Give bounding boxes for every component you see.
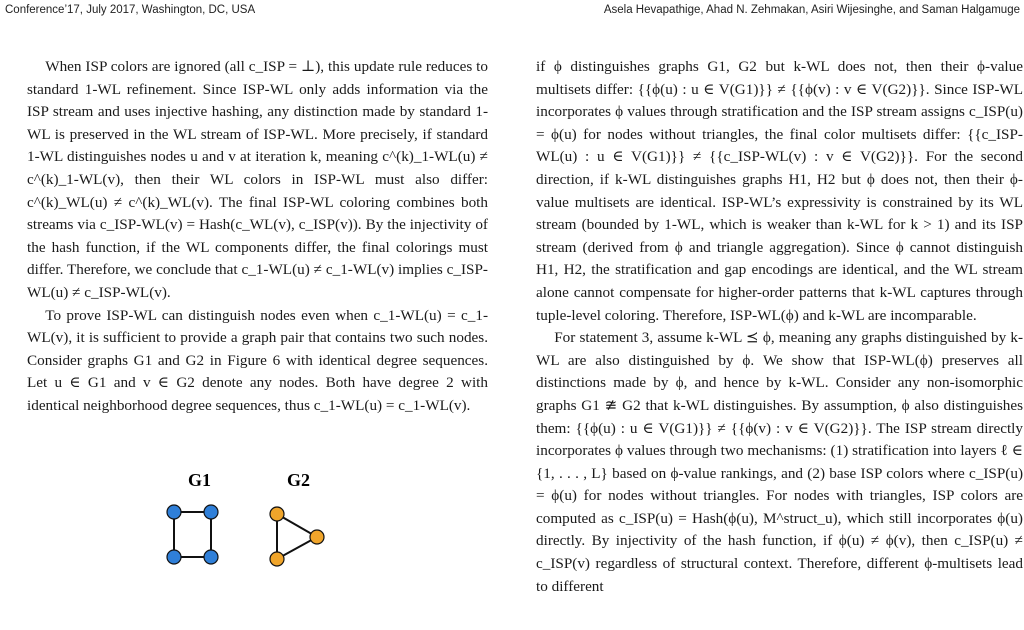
- g1-node: [204, 550, 218, 564]
- g2-node: [270, 507, 284, 521]
- g2-node: [310, 530, 324, 544]
- g2-label: G2: [287, 470, 311, 490]
- paragraph-4: For statement 3, assume k-WL ⪯ ϕ, meaning any graphs distinguished by k-WL are also distinguished by ϕ. We show that ISP-WL(ϕ) preserves all distinctions made by ϕ, and hence by k-WL. Consider any non-isomorphic graphs G1 ≇ G2 that k-WL distinguishes. By assumption, ϕ also distinguishes them: {{ϕ(u) : u ∈ V(G1)}} ≠ {{ϕ(v) : v ∈ V(G2)}}. The ISP stream directly incorporates ϕ values through two mechanisms: (1) stratification into layers ℓ ∈ {1, . . . , L} based on ϕ-value rankings, and (2) base ISP colors where c_ISP(u) = ϕ(u) for nodes without triangles. For nodes with triangles, ISP colors are computed as c_ISP(u) = Hash(ϕ(u), M^struct_u), which still incorporates ϕ(u) directly. By injectivity of the hash function, if ϕ(u) ≠ ϕ(v), then c_ISP(u) ≠ c_ISP(v) regardless of structural context. Therefore, different ϕ-multisets lead to different: [536, 329, 1023, 595]
- g1-node: [167, 505, 181, 519]
- g1-node: [167, 550, 181, 564]
- paragraph-3: if ϕ distinguishes graphs G1, G2 but k-WL does not, then their ϕ-value multisets differ: {{ϕ(u) : u ∈ V(G1)}} ≠ {{ϕ(v) : v ∈ V(G2)}}. Since ISP-WL incorporates ϕ values through stratification and the ISP stream assigns c_ISP(u) = ϕ(u) for nodes without triangles, the final color multisets differ: {{c_ISP-WL(u) : u ∈ V(G1)}} ≠ {{c_ISP-WL(v) : v ∈ V(G2)}}. For the second direction, if k-WL distinguishes graphs H1, H2 but ϕ does not, then their ϕ-value multisets are identical. ISP-WL’s expressivity is constrained by its WL stream (bounded by 1-WL, which is weaker than k-WL for k > 1) and its ISP stream (derived from ϕ and triangle aggregation). Since ϕ cannot distinguish H1, H2, the stratification and gap encodings are identical, and the WL stream alone cannot compensate for higher-order patterns that k-WL captures through tuple-level coloring. Therefore, ISP-WL(ϕ) and k-WL are incomparable.: [536, 58, 1023, 324]
- g2-node: [270, 552, 284, 566]
- g2-nodes: [270, 507, 324, 566]
- graph-g1: [174, 512, 211, 557]
- g1-node: [204, 505, 218, 519]
- running-header-left: Conference’17, July 2017, Washington, DC, USA: [5, 4, 256, 16]
- graphs-svg: [160, 464, 360, 584]
- right-column: [536, 56, 1023, 598]
- g1-label: G1: [188, 470, 212, 490]
- figure-6-graphs: [160, 464, 360, 584]
- paragraph-2: To prove ISP-WL can distinguish nodes even when c_1-WL(u) = c_1-WL(v), it is sufficient to provide a graph pair that contains two such nodes. Consider graphs G1 and G2 in Figure 6 with identical degree sequences. Let u ∈ G1 and v ∈ G2 denote any nodes. Both have degree 2 with identical neighborhood degree sequences, thus c_1-WL(u) = c_1-WL(v).: [27, 306, 488, 414]
- running-header-right: Asela Hevapathige, Ahad N. Zehmakan, Asiri Wijesinghe, and Saman Halgamuge: [603, 4, 1020, 16]
- left-column: [27, 56, 488, 418]
- paragraph-1: When ISP colors are ignored (all c_ISP = ⊥), this update rule reduces to standard 1-WL refinement. Since ISP-WL only adds information via the ISP stream and uses injective hashing, any distinction made by standard 1-WL is preserved in the WL stream of ISP-WL. More precisely, if standard 1-WL distinguishes nodes u and v at iteration k, meaning c^(k)_1-WL(u) ≠ c^(k)_1-WL(v), then their WL colors in ISP-WL must also differ: c^(k)_WL(u) ≠ c^(k)_WL(v). The final ISP-WL coloring combines both streams via c_ISP-WL(v) = Hash(c_WL(v), c_ISP(v)). By the injectivity of the hash function, if the WL components differ, the final colorings must differ. Therefore, we conclude that c_1-WL(u) ≠ c_1-WL(v) implies c_ISP-WL(u) ≠ c_ISP-WL(v).: [27, 58, 488, 301]
